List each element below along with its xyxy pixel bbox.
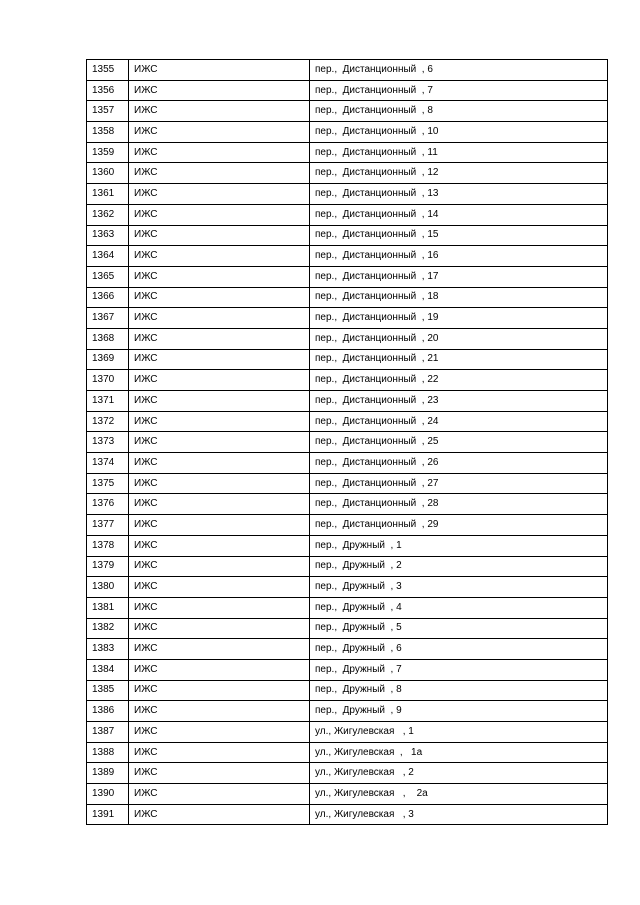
building-type-cell: ИЖС: [129, 60, 310, 81]
table-row: [87, 370, 608, 391]
building-type-cell: ИЖС: [129, 804, 310, 825]
table-row: [87, 784, 608, 805]
address-cell: ул., Жигулевская , 1: [310, 722, 608, 743]
address-cell: пер., Дистанционный , 10: [310, 122, 608, 143]
table-row: [87, 391, 608, 412]
address-cell: ул., Жигулевская , 2: [310, 763, 608, 784]
table-row: [87, 80, 608, 101]
table-row: [87, 204, 608, 225]
building-type-cell: ИЖС: [129, 453, 310, 474]
building-type-cell: ИЖС: [129, 618, 310, 639]
address-cell: ул., Жигулевская , 3: [310, 804, 608, 825]
building-type-cell: ИЖС: [129, 701, 310, 722]
row-number-cell: 1389: [87, 763, 129, 784]
address-cell: пер., Дистанционный , 15: [310, 225, 608, 246]
building-type-cell: ИЖС: [129, 742, 310, 763]
address-cell: пер., Дружный , 3: [310, 577, 608, 598]
building-type-cell: ИЖС: [129, 142, 310, 163]
building-type-cell: ИЖС: [129, 784, 310, 805]
building-type-cell: ИЖС: [129, 515, 310, 536]
row-number-cell: 1362: [87, 204, 129, 225]
table-row: [87, 701, 608, 722]
row-number-cell: 1370: [87, 370, 129, 391]
address-cell: пер., Дистанционный , 26: [310, 453, 608, 474]
building-type-cell: ИЖС: [129, 184, 310, 205]
table-row: [87, 722, 608, 743]
row-number-cell: 1367: [87, 308, 129, 329]
building-type-cell: ИЖС: [129, 659, 310, 680]
table-row: [87, 453, 608, 474]
building-type-cell: ИЖС: [129, 556, 310, 577]
table-row: [87, 680, 608, 701]
table-row: [87, 639, 608, 660]
row-number-cell: 1374: [87, 453, 129, 474]
table-row: [87, 556, 608, 577]
row-number-cell: 1387: [87, 722, 129, 743]
building-type-cell: ИЖС: [129, 122, 310, 143]
row-number-cell: 1380: [87, 577, 129, 598]
building-type-cell: ИЖС: [129, 328, 310, 349]
address-cell: пер., Дружный , 2: [310, 556, 608, 577]
building-type-cell: ИЖС: [129, 763, 310, 784]
row-number-cell: 1361: [87, 184, 129, 205]
table-row: [87, 246, 608, 267]
row-number-cell: 1358: [87, 122, 129, 143]
building-type-cell: ИЖС: [129, 370, 310, 391]
table-row: [87, 142, 608, 163]
address-cell: пер., Дистанционный , 13: [310, 184, 608, 205]
row-number-cell: 1369: [87, 349, 129, 370]
building-type-cell: ИЖС: [129, 204, 310, 225]
building-type-cell: ИЖС: [129, 80, 310, 101]
table-row: [87, 163, 608, 184]
address-cell: пер., Дистанционный , 23: [310, 391, 608, 412]
building-type-cell: ИЖС: [129, 163, 310, 184]
address-cell: пер., Дистанционный , 8: [310, 101, 608, 122]
building-type-cell: ИЖС: [129, 639, 310, 660]
address-cell: пер., Дистанционный , 14: [310, 204, 608, 225]
table-row: [87, 287, 608, 308]
address-cell: пер., Дружный , 8: [310, 680, 608, 701]
registry-table-body: [87, 60, 608, 825]
row-number-cell: 1355: [87, 60, 129, 81]
table-row: [87, 473, 608, 494]
building-type-cell: ИЖС: [129, 225, 310, 246]
address-cell: пер., Дистанционный , 19: [310, 308, 608, 329]
table-row: [87, 763, 608, 784]
address-cell: пер., Дружный , 6: [310, 639, 608, 660]
table-row: [87, 308, 608, 329]
address-cell: пер., Дружный , 4: [310, 597, 608, 618]
building-type-cell: ИЖС: [129, 391, 310, 412]
building-type-cell: ИЖС: [129, 411, 310, 432]
address-cell: пер., Дружный , 1: [310, 535, 608, 556]
building-type-cell: ИЖС: [129, 597, 310, 618]
table-row: [87, 225, 608, 246]
table-row: [87, 432, 608, 453]
row-number-cell: 1359: [87, 142, 129, 163]
row-number-cell: 1376: [87, 494, 129, 515]
address-registry-table: [86, 59, 608, 825]
row-number-cell: 1378: [87, 535, 129, 556]
building-type-cell: ИЖС: [129, 101, 310, 122]
row-number-cell: 1381: [87, 597, 129, 618]
row-number-cell: 1391: [87, 804, 129, 825]
row-number-cell: 1379: [87, 556, 129, 577]
address-cell: пер., Дистанционный , 27: [310, 473, 608, 494]
table-row: [87, 804, 608, 825]
address-cell: пер., Дистанционный , 20: [310, 328, 608, 349]
row-number-cell: 1364: [87, 246, 129, 267]
row-number-cell: 1357: [87, 101, 129, 122]
address-cell: пер., Дистанционный , 18: [310, 287, 608, 308]
address-cell: пер., Дистанционный , 11: [310, 142, 608, 163]
building-type-cell: ИЖС: [129, 680, 310, 701]
address-cell: пер., Дистанционный , 12: [310, 163, 608, 184]
row-number-cell: 1372: [87, 411, 129, 432]
table-row: [87, 60, 608, 81]
table-row: [87, 515, 608, 536]
row-number-cell: 1384: [87, 659, 129, 680]
row-number-cell: 1388: [87, 742, 129, 763]
building-type-cell: ИЖС: [129, 246, 310, 267]
address-cell: пер., Дружный , 5: [310, 618, 608, 639]
building-type-cell: ИЖС: [129, 473, 310, 494]
building-type-cell: ИЖС: [129, 577, 310, 598]
building-type-cell: ИЖС: [129, 535, 310, 556]
address-cell: пер., Дистанционный , 6: [310, 60, 608, 81]
row-number-cell: 1377: [87, 515, 129, 536]
building-type-cell: ИЖС: [129, 432, 310, 453]
address-cell: пер., Дистанционный , 28: [310, 494, 608, 515]
table-row: [87, 349, 608, 370]
row-number-cell: 1390: [87, 784, 129, 805]
table-row: [87, 535, 608, 556]
row-number-cell: 1368: [87, 328, 129, 349]
row-number-cell: 1386: [87, 701, 129, 722]
row-number-cell: 1360: [87, 163, 129, 184]
row-number-cell: 1383: [87, 639, 129, 660]
table-row: [87, 618, 608, 639]
table-row: [87, 494, 608, 515]
table-row: [87, 742, 608, 763]
address-cell: пер., Дружный , 9: [310, 701, 608, 722]
address-cell: пер., Дистанционный , 7: [310, 80, 608, 101]
address-cell: пер., Дистанционный , 29: [310, 515, 608, 536]
row-number-cell: 1375: [87, 473, 129, 494]
table-row: [87, 597, 608, 618]
table-row: [87, 328, 608, 349]
address-cell: пер., Дистанционный , 25: [310, 432, 608, 453]
table-row: [87, 577, 608, 598]
table-row: [87, 266, 608, 287]
building-type-cell: ИЖС: [129, 722, 310, 743]
address-cell: ул., Жигулевская , 1а: [310, 742, 608, 763]
row-number-cell: 1366: [87, 287, 129, 308]
address-cell: пер., Дистанционный , 17: [310, 266, 608, 287]
table-row: [87, 659, 608, 680]
building-type-cell: ИЖС: [129, 349, 310, 370]
table-row: [87, 122, 608, 143]
address-cell: ул., Жигулевская , 2а: [310, 784, 608, 805]
address-cell: пер., Дружный , 7: [310, 659, 608, 680]
row-number-cell: 1373: [87, 432, 129, 453]
building-type-cell: ИЖС: [129, 266, 310, 287]
table-row: [87, 101, 608, 122]
table-row: [87, 184, 608, 205]
row-number-cell: 1371: [87, 391, 129, 412]
address-cell: пер., Дистанционный , 22: [310, 370, 608, 391]
address-cell: пер., Дистанционный , 16: [310, 246, 608, 267]
table-row: [87, 411, 608, 432]
address-cell: пер., Дистанционный , 21: [310, 349, 608, 370]
building-type-cell: ИЖС: [129, 494, 310, 515]
row-number-cell: 1382: [87, 618, 129, 639]
address-cell: пер., Дистанционный , 24: [310, 411, 608, 432]
building-type-cell: ИЖС: [129, 308, 310, 329]
building-type-cell: ИЖС: [129, 287, 310, 308]
row-number-cell: 1363: [87, 225, 129, 246]
row-number-cell: 1365: [87, 266, 129, 287]
row-number-cell: 1356: [87, 80, 129, 101]
row-number-cell: 1385: [87, 680, 129, 701]
